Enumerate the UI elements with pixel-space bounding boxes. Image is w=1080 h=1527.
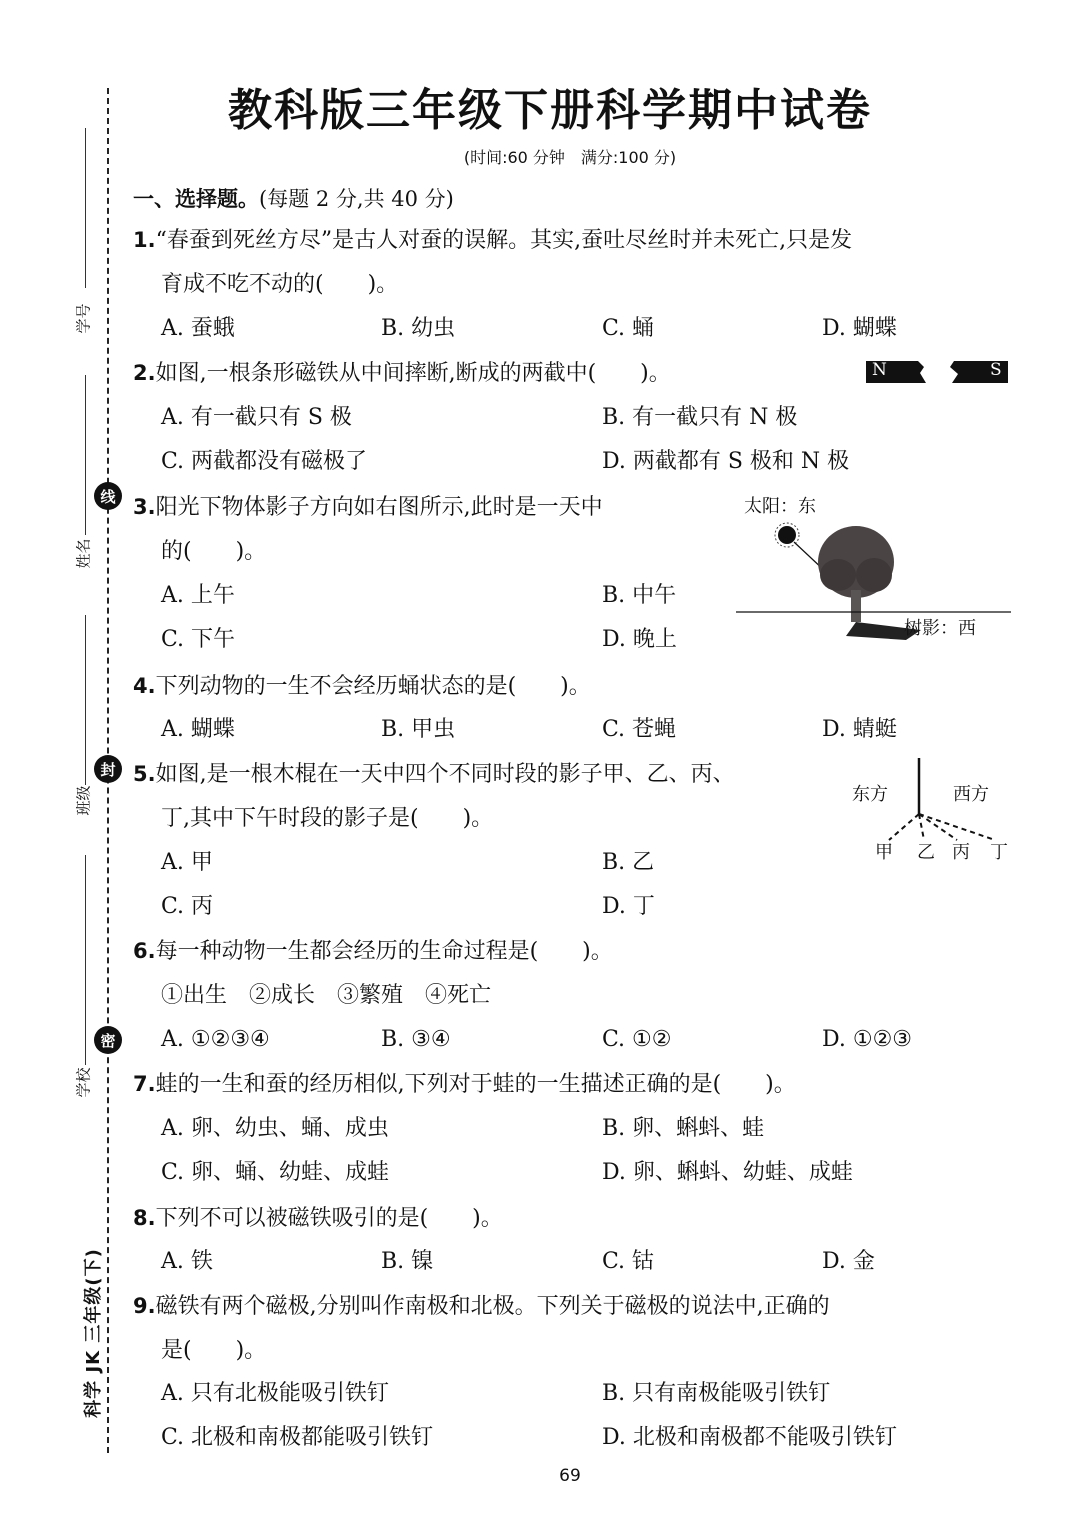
option-d[interactable]: D. 金	[822, 1249, 875, 1274]
option-b[interactable]: B. 幼虫	[381, 316, 456, 341]
question-text-cont: 丁,其中下午时段的影子是( )。	[161, 806, 494, 831]
question-5	[133, 752, 735, 841]
option-b[interactable]: B. 镍	[381, 1249, 434, 1274]
question-text-cont: 的( )。	[161, 539, 267, 564]
shadow-direction-label: 树影：西	[904, 618, 976, 639]
seal-circle-secret: 密	[94, 1026, 122, 1054]
option-c[interactable]: C. 钴	[602, 1249, 655, 1274]
question-number: 4.	[133, 674, 156, 698]
option-c[interactable]: C. 丙	[161, 894, 214, 919]
option-c[interactable]: C. 两截都没有磁极了	[161, 449, 368, 474]
question-8	[133, 1196, 503, 1241]
question-1	[133, 218, 852, 307]
option-a[interactable]: A. 只有北极能吸引铁钉	[161, 1381, 389, 1406]
option-b[interactable]: B. 乙	[602, 850, 655, 875]
option-d[interactable]: D. 晚上	[602, 627, 677, 652]
option-c[interactable]: C. ①②	[602, 1027, 672, 1052]
option-b[interactable]: B. 甲虫	[381, 717, 456, 742]
question-2	[133, 351, 671, 396]
question-number: 3.	[133, 495, 156, 519]
magnet-n-label: N	[872, 360, 887, 380]
class-line[interactable]	[85, 615, 86, 785]
option-d[interactable]: D. ①②③	[822, 1027, 913, 1052]
question-number: 1.	[133, 228, 156, 252]
question-6	[133, 929, 613, 1018]
option-a[interactable]: A. 甲	[161, 850, 213, 875]
section-heading	[133, 183, 454, 213]
option-b[interactable]: B. 卵、蝌蚪、蛙	[602, 1116, 765, 1141]
option-c[interactable]: C. 下午	[161, 627, 236, 652]
question-text: 下列动物的一生不会经历蛹状态的是( )。	[155, 674, 591, 699]
option-c[interactable]: C. 苍蝇	[602, 717, 677, 742]
question-number: 8.	[133, 1206, 156, 1230]
shadow-jia: 甲	[875, 842, 893, 863]
page-title: 教科版三年级下册科学期中试卷	[228, 85, 872, 136]
east-label: 东方	[852, 784, 888, 805]
option-a[interactable]: A. 蝴蝶	[161, 717, 235, 742]
option-b[interactable]: B. ③④	[381, 1027, 451, 1052]
binding-margin	[0, 0, 130, 1527]
question-text: 磁铁有两个磁极,分别叫作南极和北极。下列关于磁极的说法中,正确的	[155, 1294, 830, 1319]
question-9	[133, 1284, 830, 1373]
option-a[interactable]: A. 卵、幼虫、蛹、成虫	[161, 1116, 389, 1141]
stick-shadow-figure	[845, 758, 1020, 868]
broken-magnet-figure	[866, 361, 1011, 385]
question-text-cont: 育成不吃不动的( )。	[161, 272, 399, 297]
seal-circle-seal: 封	[94, 755, 122, 783]
question-text: 阳光下物体影子方向如右图所示,此时是一天中	[155, 495, 603, 520]
option-d[interactable]: D. 北极和南极都不能吸引铁钉	[602, 1425, 897, 1450]
question-number: 9.	[133, 1294, 156, 1318]
question-text: 蛙的一生和蚕的经历相似,下列对于蛙的一生描述正确的是( )。	[155, 1072, 796, 1097]
section-note: (每题 2 分,共 40 分)	[259, 187, 454, 211]
student-id-label: 学号	[74, 303, 93, 334]
option-a[interactable]: A. 上午	[161, 583, 235, 608]
question-number: 5.	[133, 762, 156, 786]
question-number: 2.	[133, 361, 156, 385]
question-text: 如图,是一根木棍在一天中四个不同时段的影子甲、乙、丙、	[155, 762, 735, 787]
seal-circle-line: 线	[94, 482, 122, 510]
exam-info: (时间:60 分钟 满分:100 分)	[463, 148, 677, 167]
option-d[interactable]: D. 卵、蝌蚪、幼蛙、成蛙	[602, 1160, 853, 1185]
shadow-yi: 乙	[917, 842, 935, 863]
book-label: 科学 JK 三年级(下)	[83, 1248, 104, 1418]
option-d[interactable]: D. 两截都有 S 极和 N 极	[602, 449, 850, 474]
question-4	[133, 664, 591, 709]
question-3	[133, 485, 603, 574]
school-label: 学校	[74, 1067, 93, 1098]
option-d[interactable]: D. 丁	[602, 894, 655, 919]
shadow-ding: 丁	[990, 842, 1008, 863]
option-a[interactable]: A. 铁	[161, 1249, 213, 1274]
option-a[interactable]: A. 有一截只有 S 极	[161, 405, 352, 430]
magnet-s-label: S	[990, 360, 1002, 380]
sun-direction-label: 太阳：东	[744, 496, 816, 517]
question-number: 7.	[133, 1072, 156, 1096]
school-line[interactable]	[85, 855, 86, 1065]
name-label: 姓名	[74, 538, 93, 569]
option-b[interactable]: B. 只有南极能吸引铁钉	[602, 1381, 831, 1406]
statement-list: ①出生 ②成长 ③繁殖 ④死亡	[161, 983, 492, 1008]
option-d[interactable]: D. 蝴蝶	[822, 316, 897, 341]
page-number: 69	[559, 1466, 581, 1486]
option-b[interactable]: B. 中午	[602, 583, 677, 608]
option-c[interactable]: C. 蛹	[602, 316, 655, 341]
name-line[interactable]	[85, 375, 86, 535]
option-d[interactable]: D. 蜻蜓	[822, 717, 897, 742]
question-7	[133, 1062, 796, 1107]
option-b[interactable]: B. 有一截只有 N 极	[602, 405, 798, 430]
question-text: “春蚕到死丝方尽”是古人对蚕的误解。其实,蚕吐尽丝时并未死亡,只是发	[155, 228, 853, 253]
west-label: 西方	[953, 784, 989, 805]
section-label: 一、选择题。	[133, 187, 259, 211]
question-text: 下列不可以被磁铁吸引的是( )。	[155, 1206, 503, 1231]
option-c[interactable]: C. 北极和南极都能吸引铁钉	[161, 1425, 434, 1450]
option-a[interactable]: A. ①②③④	[161, 1027, 270, 1052]
option-a[interactable]: A. 蚕蛾	[161, 316, 235, 341]
question-text: 每一种动物一生都会经历的生命过程是( )。	[155, 939, 613, 964]
question-text-cont: 是( )。	[161, 1338, 267, 1363]
shadow-bing: 丙	[952, 842, 970, 863]
option-c[interactable]: C. 卵、蛹、幼蛙、成蛙	[161, 1160, 390, 1185]
question-text: 如图,一根条形磁铁从中间摔断,断成的两截中( )。	[155, 361, 671, 386]
question-number: 6.	[133, 939, 156, 963]
class-label: 班级	[74, 785, 93, 816]
tree-shadow-figure	[736, 490, 1016, 650]
